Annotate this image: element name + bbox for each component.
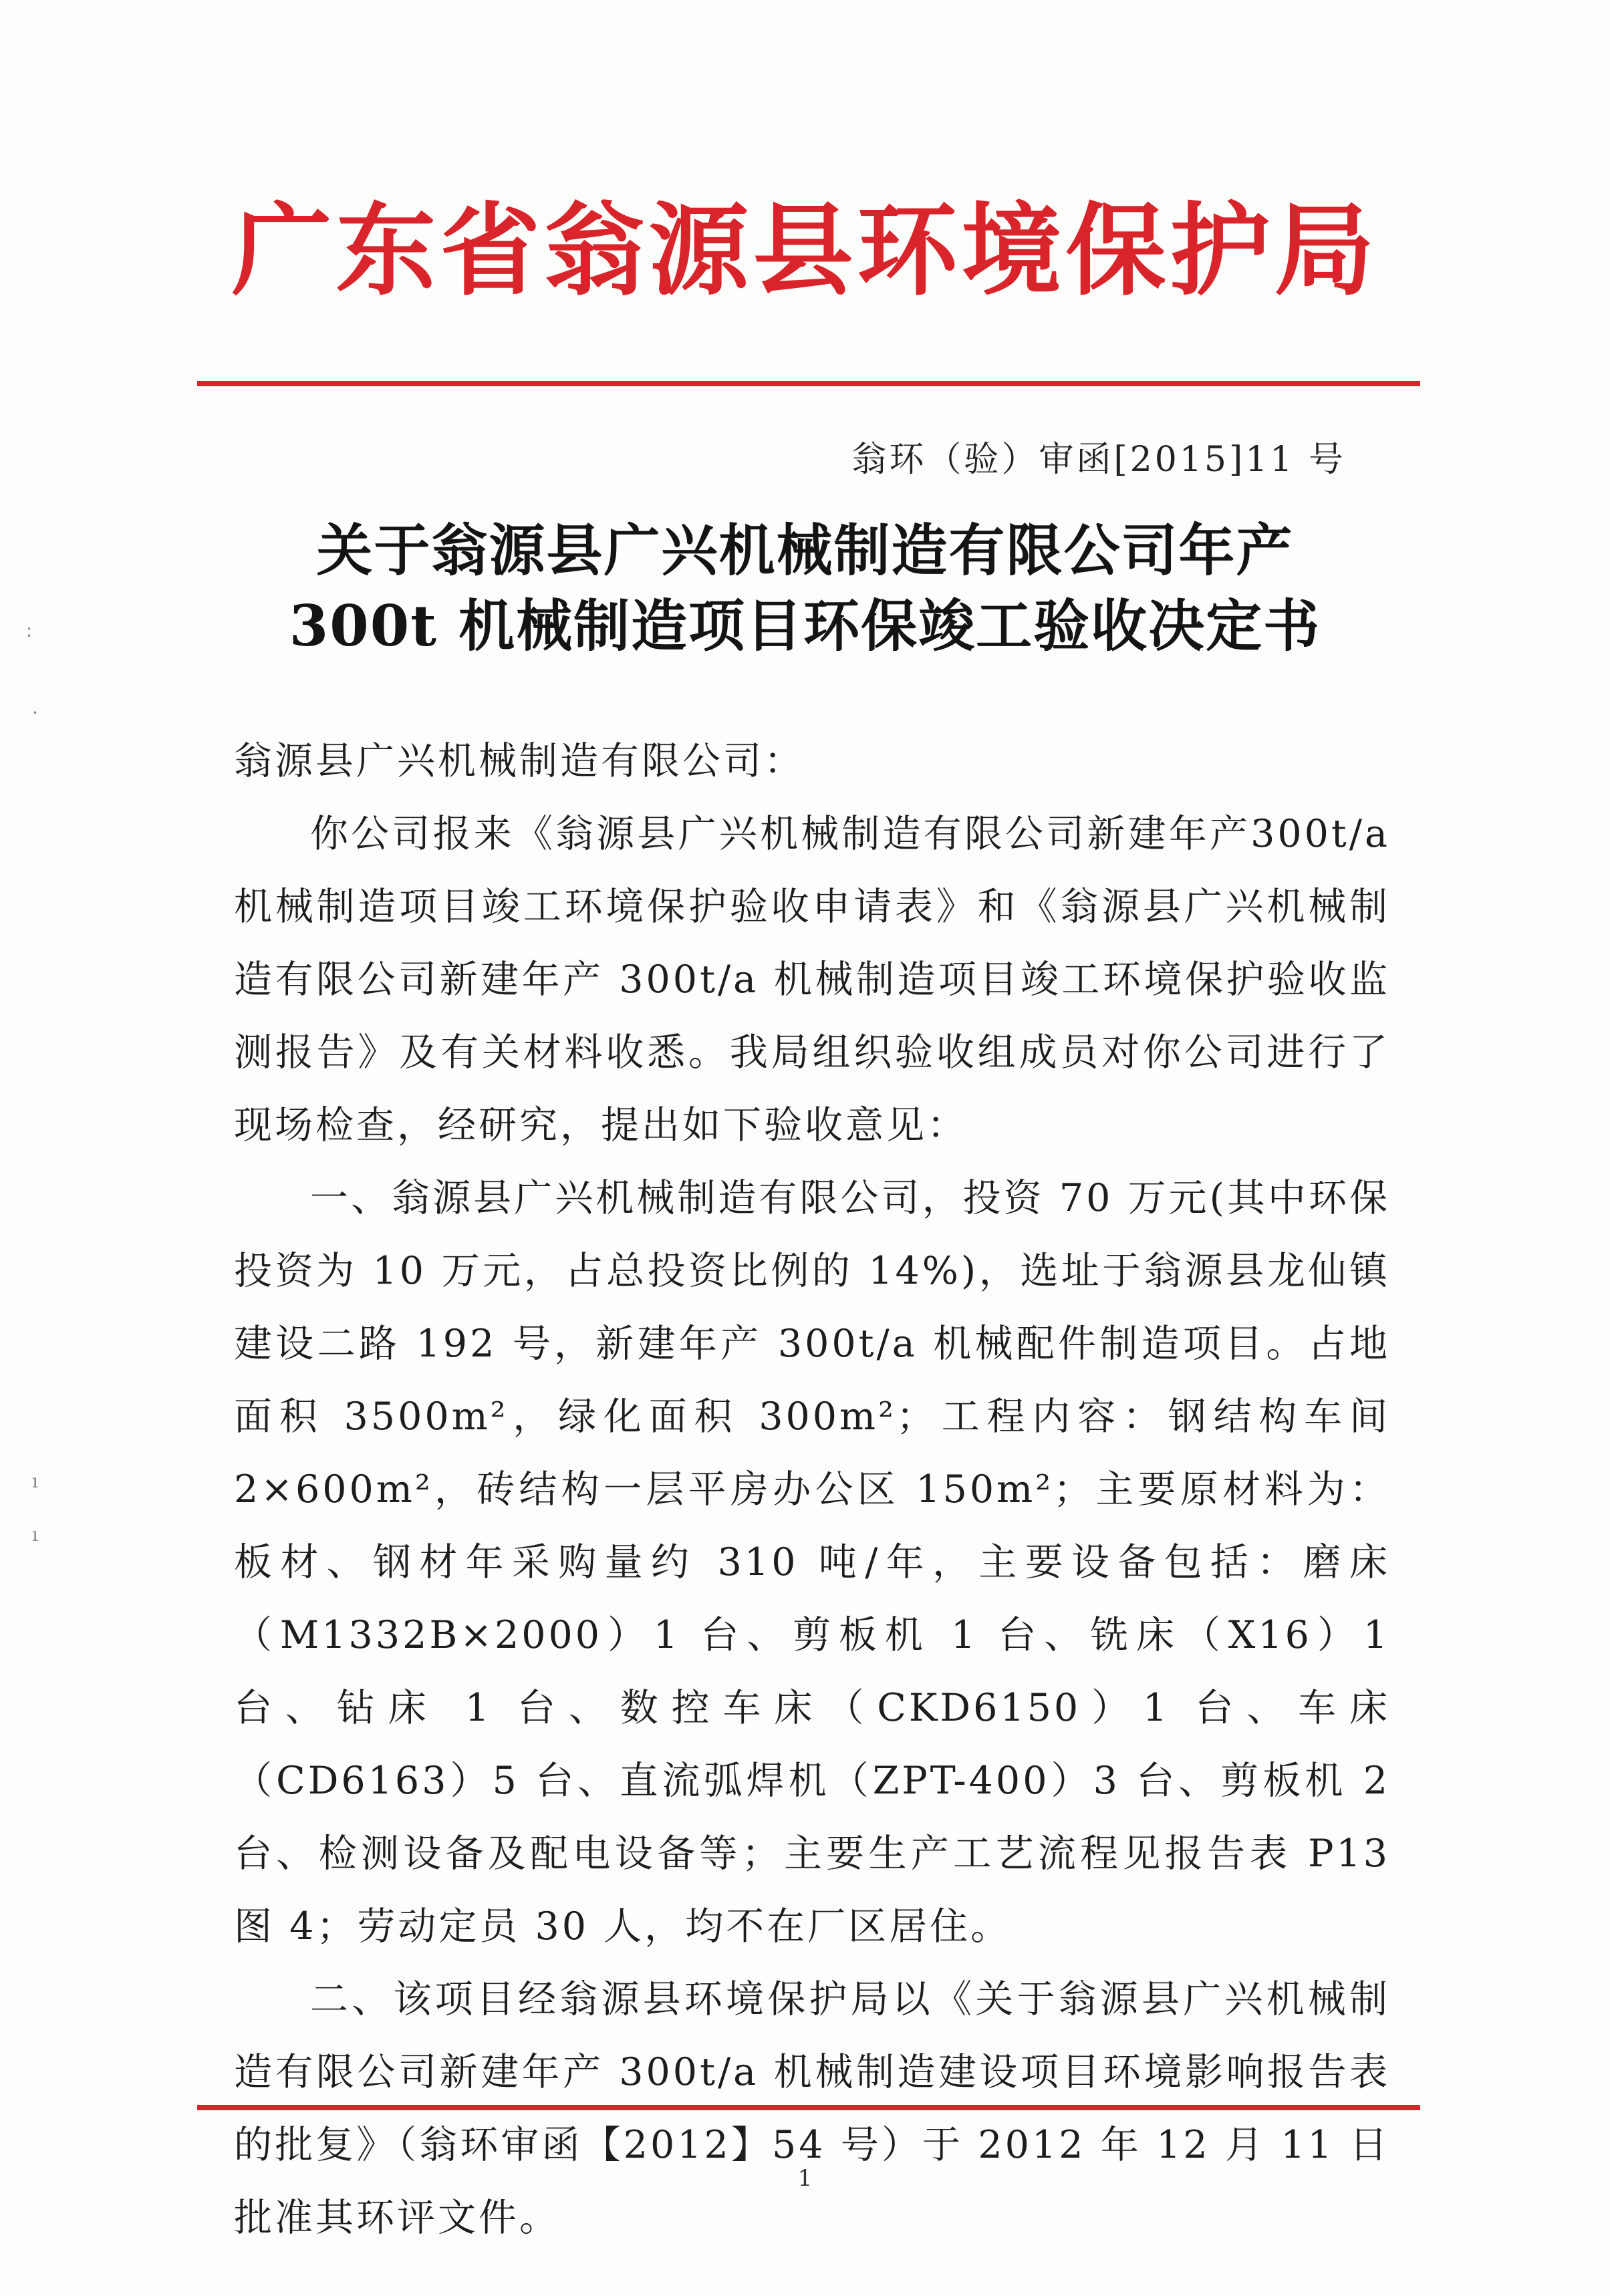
binding-hole-mark: ı bbox=[32, 1470, 38, 1492]
document-title-line-1: 关于翁源县广兴机械制造有限公司年产 bbox=[316, 517, 1294, 583]
paragraph-intro: 你公司报来《翁源县广兴机械制造有限公司新建年产300t/a 机械制造项目竣工环境保护验收申请表》和《翁源县广兴机械制造有限公司新建年产 300t/a 机械制造项目竣工环境保护验收监测报告》及有关材料收悉。我局组织验收组成员对你公司进行了现场检查，经研究，提出如下验收意见： bbox=[234, 812, 1390, 1147]
binding-hole-mark: ∶ bbox=[27, 621, 32, 643]
binding-hole-mark: · bbox=[32, 702, 38, 724]
paragraph-section-2: 二、该项目经翁源县环境保护局以《关于翁源县广兴机械制造有限公司新建年产 300t/a 机械制造建设项目环境影响报告表的批复》（翁环审函【2012】54 号）于 2012 年 12 月 11 日批准其环评文件。 bbox=[234, 1977, 1390, 2240]
document-number: 翁环（验）审函[2015]11 号 bbox=[851, 440, 1346, 480]
letterhead-title: 广东省翁源县环境保护局 bbox=[231, 192, 1379, 309]
letterhead-red-rule bbox=[197, 381, 1420, 386]
document-body bbox=[234, 725, 1390, 2255]
salutation: 翁源县广兴机械制造有限公司： bbox=[234, 739, 805, 783]
footer-red-rule bbox=[197, 2105, 1420, 2110]
paragraph-section-1: 一、翁源县广兴机械制造有限公司，投资 70 万元(其中环保投资为 10 万元，占总投资比例的 14%)，选址于翁源县龙仙镇建设二路 192 号，新建年产 300t/a 机械配件制造项目。占地面积 3500m²，绿化面积 300m²；工程内容：钢结构车间 2×600m²，砖结构一层平房办公区 150m²；主要原材料为：板材、钢材年采购量约 310 吨/年，主要设备包括：磨床（M1332B×2000）1 台、剪板机 1 台、铣床（X16）1 台、钻床 1 台、数控车床（CKD6150）1 台、车床（CD6163）5 台、直流弧焊机（ZPT-400）3 台、剪板机 2 台、检测设备及配电设备等；主要生产工艺流程见报告表 P13 图 4；劳动定员 30 人，均不在厂区居住。 bbox=[234, 1176, 1390, 1949]
binding-hole-mark: ı bbox=[32, 1524, 38, 1546]
page-number: 1 bbox=[797, 2165, 813, 2192]
document-title-line-2: 300t 机械制造项目环保竣工验收决定书 bbox=[289, 593, 1321, 659]
